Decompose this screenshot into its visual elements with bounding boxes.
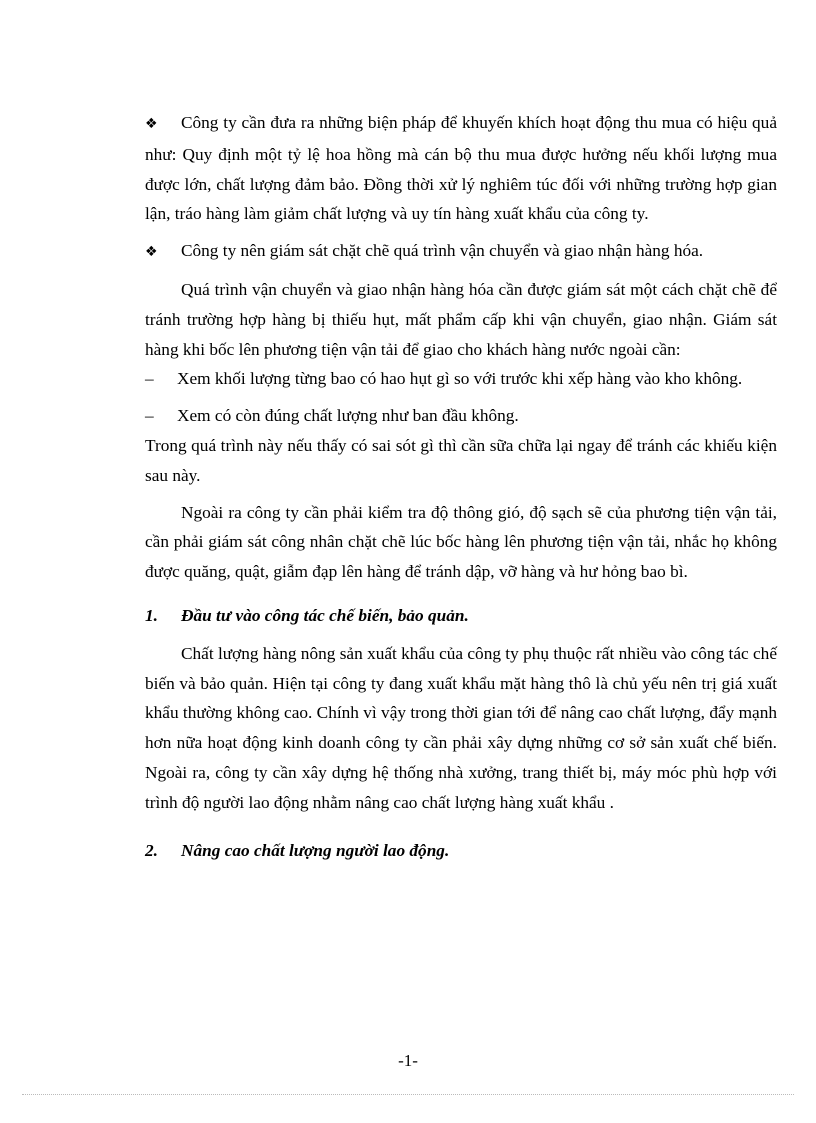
page-bottom-divider: [22, 1094, 794, 1095]
dash-bullet-icon: –: [145, 406, 154, 426]
dash-item-text: Xem có còn đúng chất lượng như ban đầu không.: [177, 406, 519, 426]
bullet-text-continuation: hiệu quả như: Quy định một tỷ lệ hoa hồng mà cán bộ thu mua được hưởng nếu khối lượng mua được lớn, chất lượng đảm bảo. Đồng thời xử lý nghiêm túc đối với những trường hợp gian lận, tráo hàng làm giảm chất lượng và uy tín hàng xuất khẩu của công ty.: [145, 113, 777, 224]
paragraph-transport-supervision: Quá trình vận chuyển và giao nhận hàng hóa cần được giám sát một cách chặt chẽ để tránh trường hợp hàng bị thiếu hụt, mất phẩm cấp khi vận chuyển, giao nhận. Giám sát hàng khi bốc lên phương tiện vận tải để giao cho khách hàng nước ngoài cần:: [145, 279, 777, 359]
heading-number: 1.: [145, 605, 158, 625]
bullet-paragraph-incentives: [145, 108, 777, 229]
document-body: [145, 108, 777, 873]
heading-text: Nâng cao chất lượng người lao động.: [181, 840, 450, 860]
diamond-bullet-icon: ❖: [145, 244, 158, 261]
heading-text: Đầu tư vào công tác chế biến, bảo quản.: [181, 605, 469, 625]
paragraph-vehicle-inspection: Ngoài ra công ty cần phải kiểm tra độ thông gió, độ sạch sẽ của phương tiện vận tải, cần phải giám sát công nhân chặt chẽ lúc bốc hàng lên phương tiện vận tải, nhắc họ không được quăng, quật, giẫm đạp lên hàng để tránh dập, vỡ hàng và hư hỏng bao bì.: [145, 502, 777, 582]
dash-item-weight-check: [145, 364, 777, 394]
dash-bullet-icon: –: [145, 369, 154, 389]
heading-number: 2.: [145, 840, 158, 860]
section-heading-2: [145, 836, 777, 866]
paragraph-processing-investment: Chất lượng hàng nông sản xuất khẩu của công ty phụ thuộc rất nhiều vào công tác chế biến và bảo quản. Hiện tại công ty đang xuất khẩu mặt hàng thô là chủ yếu nên trị giá xuất khẩu thường không cao. Chính vì vậy trong thời gian tới để nâng cao chất lượng, đẩy mạnh hơn nữa hoạt động kinh doanh công ty cần phải xây dựng những cơ sở sản xuất chế biến. Ngoài ra, công ty cần xây dựng hệ thống nhà xưởng, trang thiết bị, máy móc phù hợp với trình độ người lao động nhằm nâng cao chất lượng hàng xuất khẩu .: [145, 643, 777, 812]
bullet-text: Công ty nên giám sát chặt chẽ quá trình vận chuyển và giao nhận hàng hóa.: [181, 241, 704, 261]
dash-item-quality-check: [145, 401, 777, 431]
bullet-text-first-line: Công ty cần đưa ra những biện pháp để khuyến khích hoạt động thu mua có: [181, 113, 713, 132]
diamond-bullet-icon: ❖: [145, 116, 158, 132]
page-number: -1-: [398, 1051, 418, 1070]
bullet-paragraph-supervision: [145, 236, 777, 268]
dash-item-text: Xem khối lượng từng bao có hao hụt gì so với trước khi xếp hàng vào kho không.: [177, 369, 743, 389]
paragraph-fix-errors: Trong quá trình này nếu thấy có sai sót gì thì cần sữa chữa lại ngay để tránh các khiếu kiện sau này.: [145, 435, 777, 485]
section-heading-1: [145, 601, 777, 631]
